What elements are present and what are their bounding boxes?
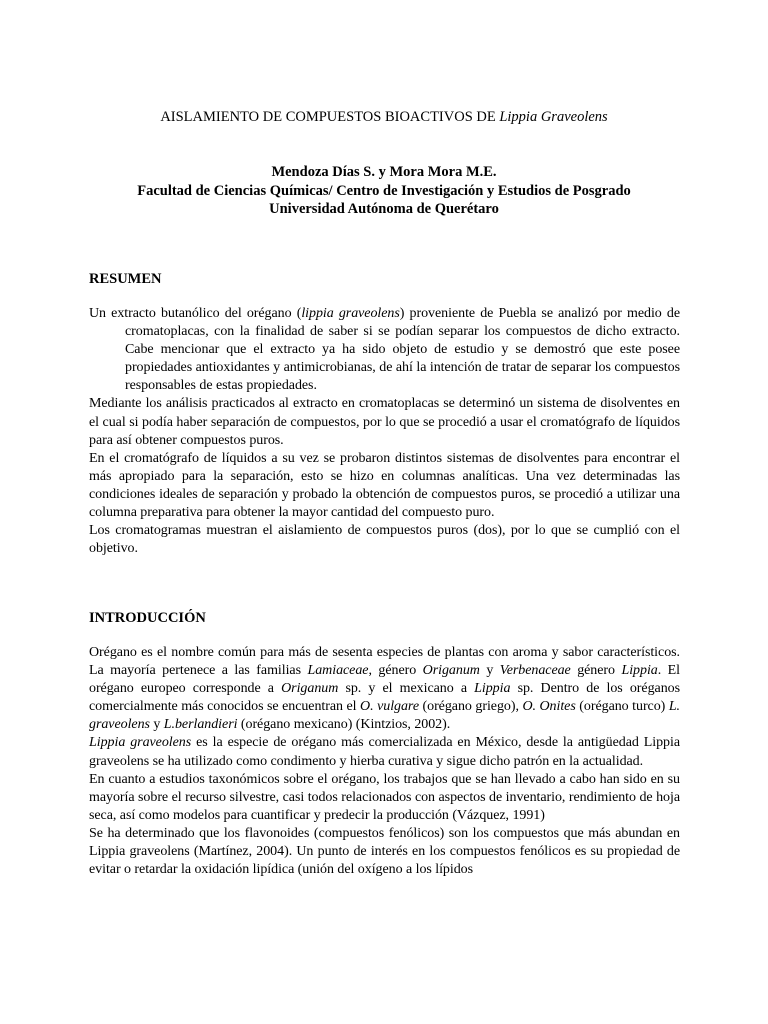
title-species: Lippia Graveolens: [499, 109, 608, 125]
text-run: y: [479, 663, 500, 679]
species-name: Lippia graveolens: [89, 735, 192, 751]
genus-name: Origanum: [422, 663, 480, 679]
text-run: y: [149, 717, 164, 733]
species-name: L.berlandieri: [163, 717, 238, 733]
genus-name: Lippia: [474, 681, 511, 697]
introduccion-body: [89, 644, 680, 879]
document-title: [0, 108, 768, 126]
text-run: ) proveniente de Puebla se analizó por medio de cromatoplacas, con la finalidad de saber si se podían separar los compuestos de dicho extracto. Cabe mencionar que el extracto ya ha sido objeto de estudio y se demostró que este posee propiedades antioxidantes y antimicrobianas, de ahí la intención de tratar de separar los compuestos responsables de estas propiedades.: [125, 306, 681, 394]
title-prefix: AISLAMIENTO DE COMPUESTOS BIOACTIVOS DE: [160, 109, 500, 125]
family-name: Lamiaceae: [307, 663, 369, 679]
species-name: O. vulgare: [360, 699, 419, 715]
resumen-paragraph-4: Los cromatogramas muestran el aislamiento de compuestos puros (dos), por lo que se cumplió con el objetivo.: [89, 523, 680, 557]
genus-name: Origanum: [281, 681, 339, 697]
species-name: lippia graveolens: [301, 306, 400, 321]
author-faculty: Facultad de Ciencias Químicas/ Centro de Investigación y Estudios de Posgrado: [137, 182, 631, 199]
introduccion-heading: INTRODUCCIÓN: [89, 610, 206, 626]
author-university: Universidad Autónoma de Querétaro: [269, 201, 499, 217]
intro-paragraph-3: En cuanto a estudios taxonómicos sobre el orégano, los trabajos que se han llevado a cabo han sido en su mayoría sobre el recurso silvestre, casi todos relacionados con aspectos de inventario, rendimiento de hoja seca, así como modelos para cuantificar y predecir la producción (Vázquez, 1991): [89, 771, 680, 823]
text-run: Orégano es el nombre común para más de sesenta especies de plantas con aroma y sabor característicos. La mayoría pertenece a las familias: [89, 645, 680, 679]
intro-paragraph-4: Se ha determinado que los flavonoides (compuestos fenólicos) son los compuestos que más abundan en Lippia graveolens (Martínez, 2004). Un punto de interés en los compuestos fenólicos es su propiedad de evitar o retardar la oxidación lipídica (unión del oxígeno a los lípidos: [89, 825, 680, 878]
text-run: es la especie de orégano más comercializada en México, desde la antigüedad Lippia graveolens se ha utilizado como condimento y hierba curativa y sigue dicho patrón en la actualidad.: [89, 735, 680, 769]
text-run: . El orégano europeo corresponde a: [89, 663, 681, 697]
text-run: género: [570, 663, 622, 679]
family-name: Verbenaceae: [499, 663, 571, 679]
resumen-body: [89, 305, 680, 558]
text-run: (orégano mexicano) (Kintzios, 2002).: [237, 717, 451, 733]
text-run: (orégano griego),: [418, 699, 523, 715]
resumen-paragraph-1: [89, 305, 680, 395]
species-name: O. Onites: [522, 699, 576, 715]
author-block: [0, 163, 768, 219]
text-run: Un extracto butanólico del orégano (: [89, 306, 302, 321]
author-names: Mendoza Días S. y Mora Mora M.E.: [271, 164, 497, 180]
text-run: (orégano turco): [575, 699, 669, 715]
resumen-paragraph-2: Mediante los análisis practicados al extracto en cromatoplacas se determinó un sistema de disolventes en el cual si podía haber separación de compuestos, por lo que se procedió a usar el cromatógrafo de líquidos para así obtener compuestos puros.: [89, 396, 680, 448]
intro-paragraph-2: [89, 734, 680, 770]
text-run: sp. y el mexicano a: [338, 681, 475, 697]
text-run: , género: [368, 663, 423, 679]
text-run: sp. Dentro de los oréganos comercialmente más conocidos se encuentran el: [89, 681, 680, 715]
species-name: L. graveolens: [89, 699, 680, 733]
intro-paragraph-1: [89, 644, 680, 734]
resumen-paragraph-3: En el cromatógrafo de líquidos a su vez se probaron distintos sistemas de disolventes para encontrar el más apropiado para la separación, esto se hizo en columnas analíticas. Una vez determinadas las condiciones ideales de separación y probado la obtención de compuestos puros, se procedió a utilizar una columna preparativa para obtener la mayor cantidad del compuesto puro.: [89, 450, 680, 521]
resumen-heading: RESUMEN: [89, 271, 162, 287]
genus-name: Lippia: [621, 663, 658, 679]
